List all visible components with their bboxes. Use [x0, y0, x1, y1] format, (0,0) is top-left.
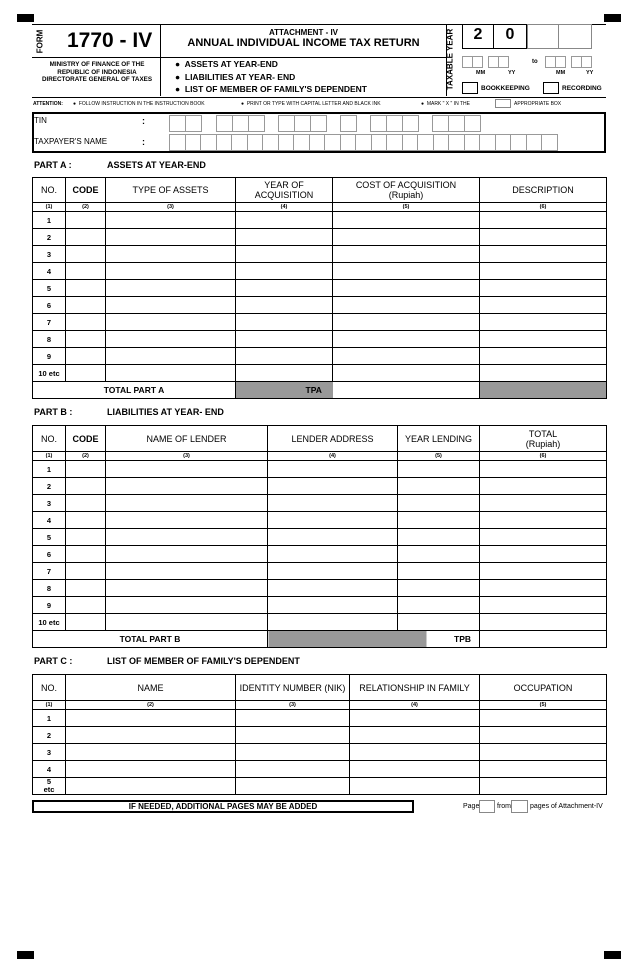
table-row[interactable]: 9 [33, 348, 607, 365]
col-header: NO. [33, 675, 66, 701]
liabilities-table [32, 425, 607, 648]
part-b-label: PART B : [34, 407, 73, 417]
registration-mark [604, 14, 621, 22]
recording-label: RECORDING [562, 85, 602, 92]
col-number: (3) [236, 701, 350, 710]
part-c-label: PART C : [34, 656, 73, 666]
col-header: YEAR OF ACQUISITION [236, 178, 333, 203]
table-row[interactable]: 2 [33, 478, 607, 495]
table-row[interactable]: 7 [33, 563, 607, 580]
mm-label: MM [476, 70, 486, 76]
bullet-icon: ● [73, 101, 77, 107]
col-header: TYPE OF ASSETS [106, 178, 236, 203]
col-header: CODE [66, 178, 106, 203]
table-row[interactable]: 1 [33, 461, 607, 478]
col-number: (4) [350, 701, 480, 710]
col-number: (5) [398, 452, 480, 461]
year-digit-box[interactable] [558, 24, 592, 49]
col-number: (5) [333, 203, 480, 212]
table-row[interactable]: 8 [33, 331, 607, 348]
col-header: CODE [66, 426, 106, 452]
col-number: (1) [33, 203, 66, 212]
yy-label: YY [586, 70, 594, 76]
footer-note: IF NEEDED, ADDITIONAL PAGES MAY BE ADDED [128, 802, 318, 811]
col-header: RELATIONSHIP IN FAMILY [350, 675, 480, 701]
table-row[interactable]: 5 [33, 529, 607, 546]
col-number: (1) [33, 701, 66, 710]
appropriate-box-example [495, 99, 511, 108]
col-number: (2) [66, 452, 106, 461]
table-row[interactable]: 1 [33, 710, 607, 727]
total-label: TOTAL PART B [33, 631, 268, 648]
form-scope-list: ● ASSETS AT YEAR-END ● LIABILITIES AT YEAR- END ● LIST OF MEMBER OF FAMILY'S DEPENDENT [175, 59, 367, 94]
year-digit: 0 [505, 26, 515, 43]
table-row[interactable]: 7 [33, 314, 607, 331]
col-header: OCCUPATION [480, 675, 607, 701]
col-number: (4) [268, 452, 398, 461]
attachment-label: ATTACHMENT - IV [268, 28, 339, 37]
part-b-title: LIABILITIES AT YEAR- END [107, 407, 224, 417]
total-code: TPA [305, 385, 322, 395]
table-row[interactable]: 5 [33, 280, 607, 297]
table-row[interactable]: 3 [33, 246, 607, 263]
ministry-text: MINISTRY OF FINANCE OF THE REPUBLIC OF INDONESIA DIRECTORATE GENERAL OF TAXES [41, 61, 153, 83]
appropriate-box-label: APPROPRIATE BOX [514, 101, 562, 107]
part-a-label: PART A : [34, 160, 72, 170]
period-to-label: to [532, 59, 538, 65]
col-header: NO. [33, 178, 66, 203]
name-colon: : [142, 137, 145, 147]
col-header: DESCRIPTION [480, 178, 607, 203]
mm-label: MM [556, 70, 566, 76]
col-number: (1) [33, 452, 66, 461]
col-header: NAME OF LENDER [106, 426, 268, 452]
from-label: from [497, 803, 511, 810]
assets-table [32, 177, 607, 399]
table-row[interactable]: 3 [33, 495, 607, 512]
total-label: TOTAL PART A [33, 382, 236, 399]
dependents-table [32, 674, 607, 795]
page-label: Page [463, 803, 480, 810]
taxable-year-label: TAXABLE YEAR [445, 28, 455, 91]
part-c-title: LIST OF MEMBER OF FAMILY'S DEPENDENT [107, 656, 300, 666]
total-row [33, 382, 607, 399]
year-digit: 2 [473, 26, 483, 43]
table-row[interactable]: 1 [33, 212, 607, 229]
table-row[interactable]: 2 [33, 229, 607, 246]
col-header: NO. [33, 426, 66, 452]
bookkeeping-label: BOOKKEEPING [481, 85, 530, 92]
col-header: TOTAL (Rupiah) [480, 426, 607, 452]
tin-input-boxes[interactable] [169, 115, 480, 132]
taxpayer-name-label: TAXPAYER'S NAME [34, 137, 108, 146]
bookkeeping-checkbox[interactable] [462, 82, 478, 94]
col-header: LENDER ADDRESS [268, 426, 398, 452]
col-number: (3) [106, 203, 236, 212]
registration-mark [17, 14, 34, 22]
registration-mark [17, 951, 34, 959]
col-header: COST OF ACQUISITION (Rupiah) [333, 178, 480, 203]
table-row[interactable]: 4 [33, 263, 607, 280]
table-row[interactable]: 10 etc [33, 614, 607, 631]
divider [32, 57, 160, 58]
col-number: (4) [236, 203, 333, 212]
part-a-title: ASSETS AT YEAR-END [107, 160, 206, 170]
page-total-input[interactable] [511, 800, 528, 813]
table-row[interactable]: 6 [33, 546, 607, 563]
col-number: (3) [106, 452, 268, 461]
period-end-boxes[interactable] [545, 56, 591, 68]
table-row[interactable]: 8 [33, 580, 607, 597]
col-number: (2) [66, 203, 106, 212]
total-code: TPB [268, 631, 480, 648]
attention-line: ATTENTION: ● FOLLOW INSTRUCTION IN THE INSTRUCTION BOOK ● PRINT OR TYPE WITH CAPITAL LETTER AND BLACK INK ● MARK " X " IN THE [33, 101, 470, 107]
col-number: (2) [66, 701, 236, 710]
table-row[interactable]: 3 [33, 744, 607, 761]
form-title: ANNUAL INDIVIDUAL INCOME TAX RETURN [187, 37, 420, 49]
form-label: FORM [35, 29, 45, 54]
table-row[interactable]: 4 [33, 761, 607, 778]
col-header: NAME [66, 675, 236, 701]
col-header: IDENTITY NUMBER (NIK) [236, 675, 350, 701]
table-row[interactable]: 10 etc [33, 365, 607, 382]
bullet-icon: ● [421, 101, 425, 107]
col-number: (6) [480, 452, 607, 461]
table-row[interactable]: 4 [33, 512, 607, 529]
bullet-icon: ● [175, 71, 181, 82]
col-header: YEAR LENDING [398, 426, 480, 452]
period-start-boxes[interactable] [462, 56, 508, 68]
total-row [33, 631, 607, 648]
bullet-icon: ● [175, 84, 181, 94]
table-row[interactable]: 9 [33, 597, 607, 614]
tin-colon: : [142, 116, 145, 126]
pages-of-label: pages of Attachment-IV [530, 803, 603, 810]
bullet-icon: ● [241, 101, 245, 107]
year-digit-box[interactable] [527, 24, 559, 49]
recording-checkbox[interactable] [543, 82, 559, 94]
table-row[interactable]: 6 [33, 297, 607, 314]
registration-mark [604, 951, 621, 959]
yy-label: YY [508, 70, 516, 76]
col-number: (5) [480, 701, 607, 710]
page-number-input[interactable] [479, 800, 495, 813]
bullet-icon: ● [175, 59, 181, 69]
form-number: 1770 - IV [67, 29, 153, 52]
taxpayer-name-input-boxes[interactable] [169, 134, 557, 151]
tin-label: TIN [34, 116, 47, 125]
table-row[interactable]: 5 etc [33, 778, 607, 795]
table-row[interactable]: 2 [33, 727, 607, 744]
col-number: (6) [480, 203, 607, 212]
